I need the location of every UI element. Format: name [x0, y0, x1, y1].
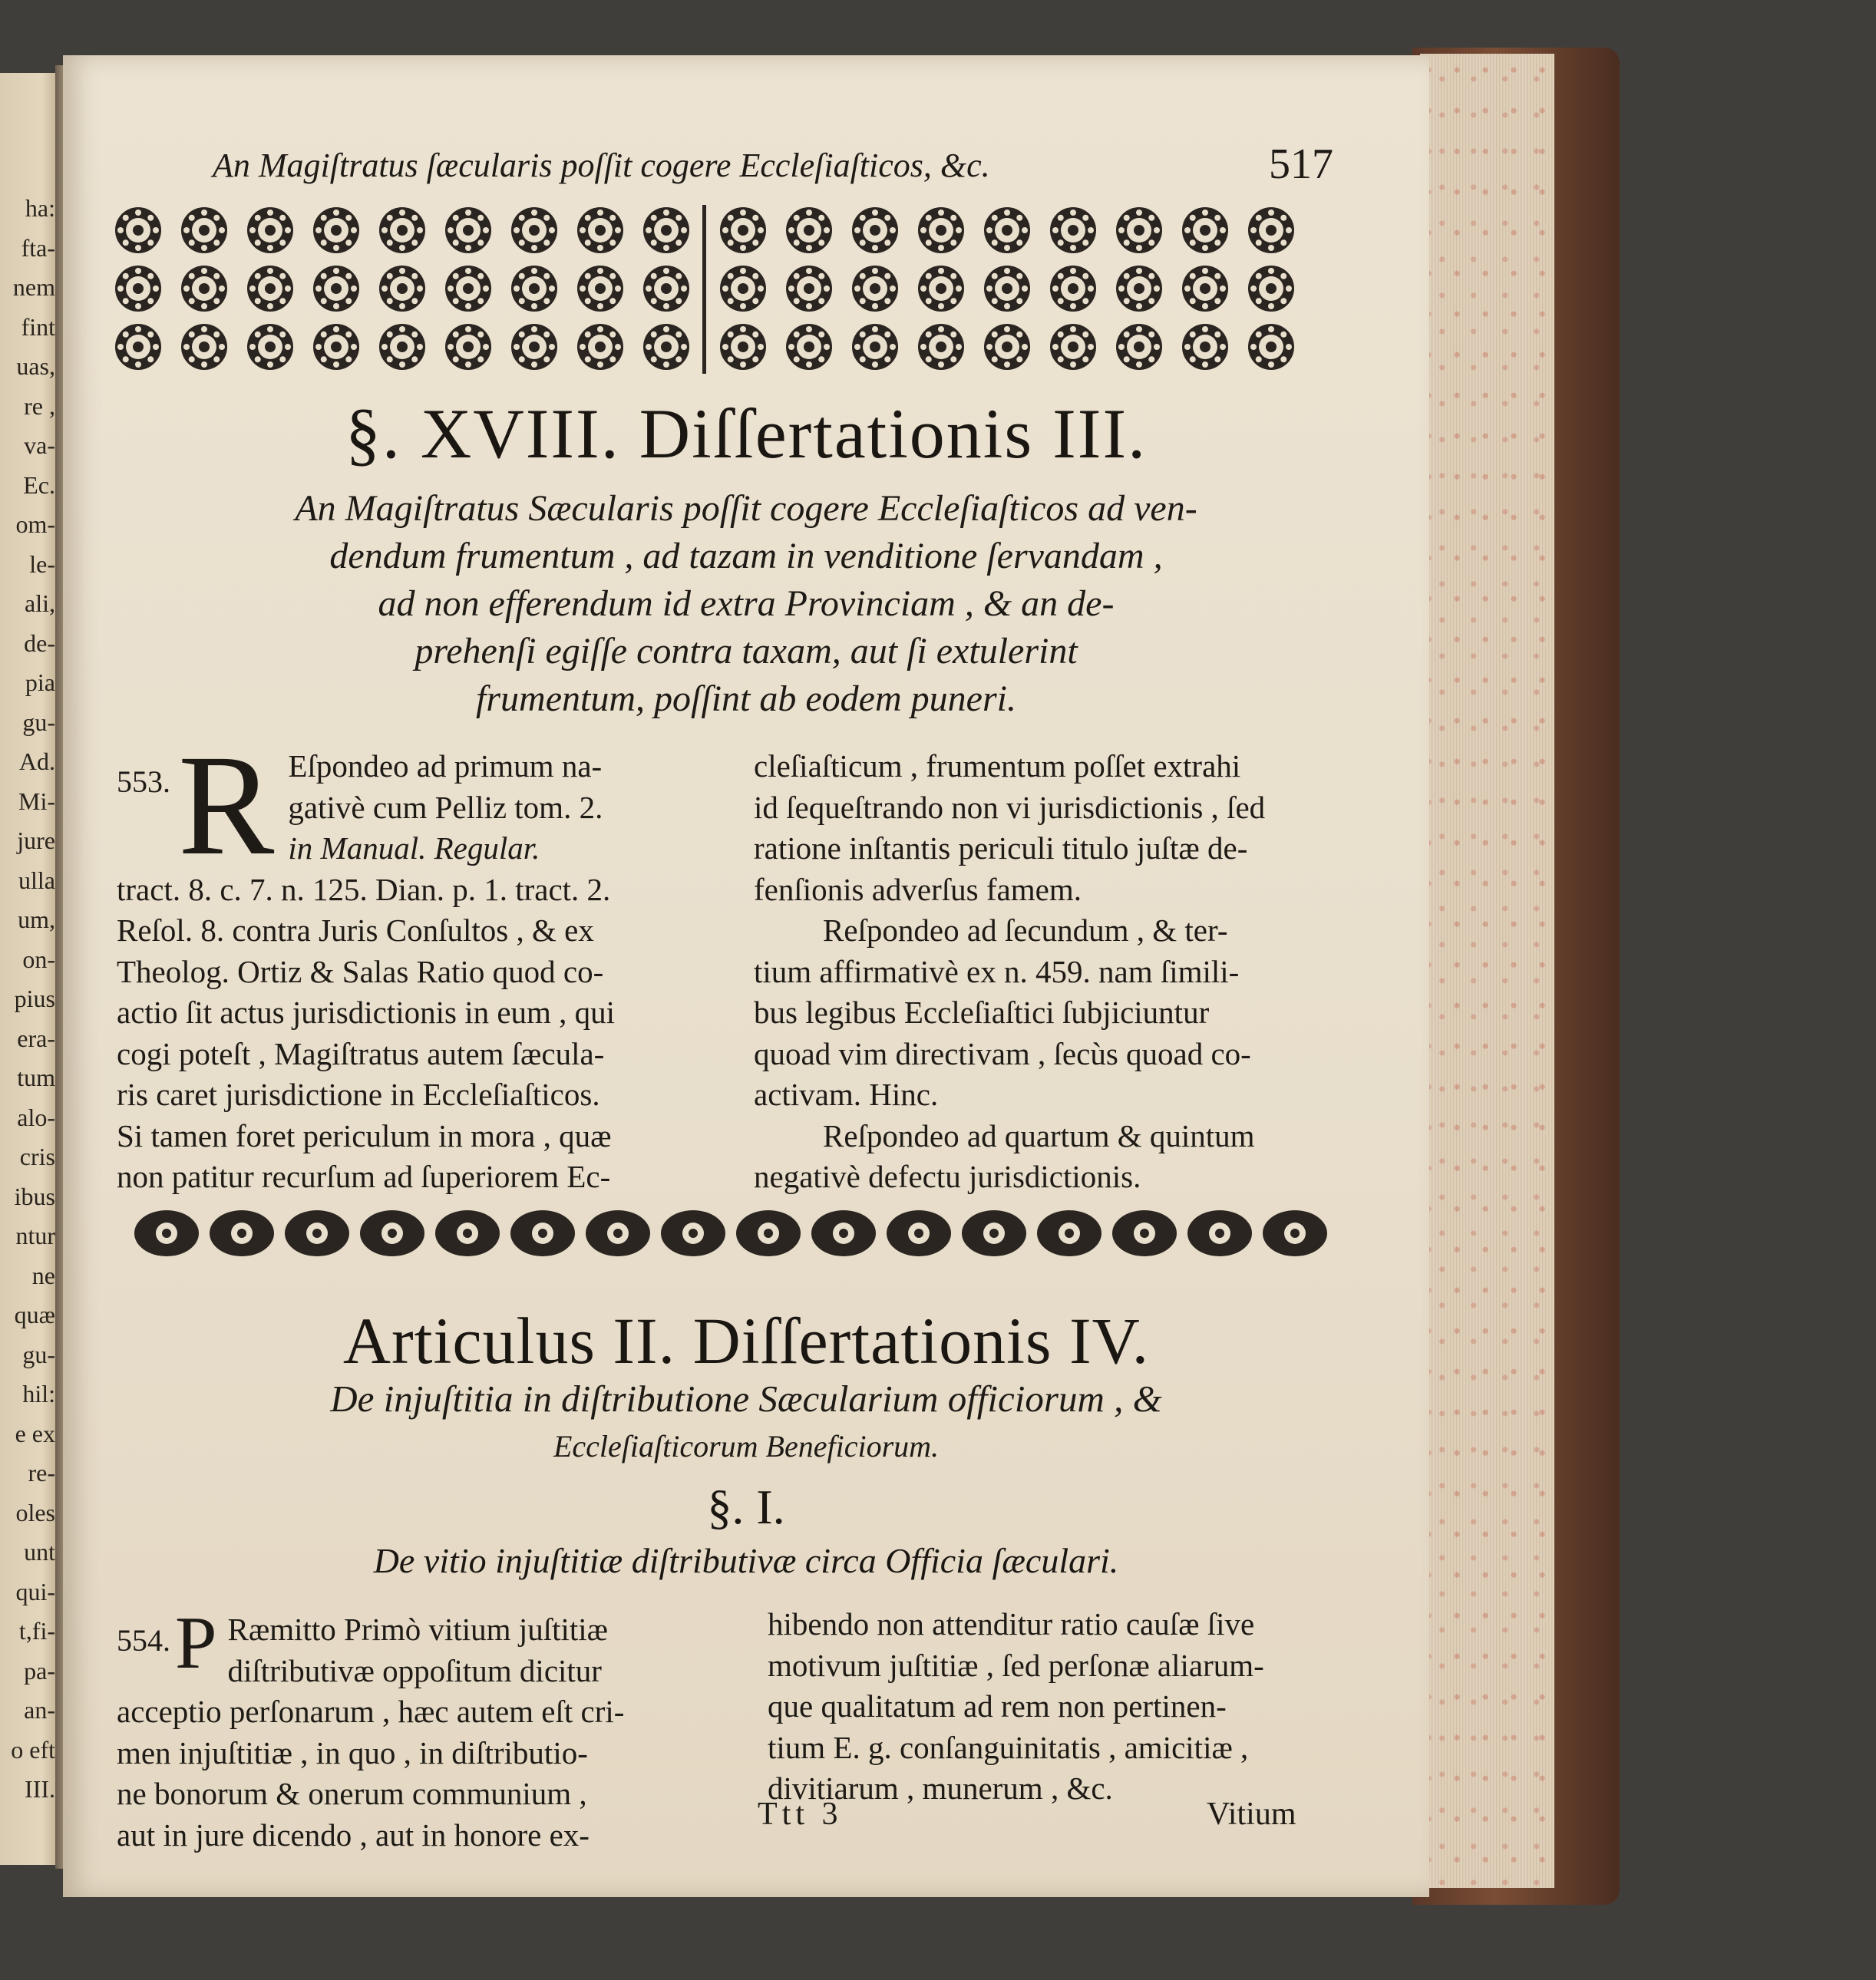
subtitle-line: De injuſtitia in diſtributione Sæcularium officiorum , & [330, 1378, 1162, 1420]
rosette-motif [720, 324, 766, 370]
left-margin-fragment: ibus [14, 1182, 55, 1210]
left-margin-fragment: gu- [22, 708, 55, 736]
subtitle-line: Eccleſiaſticorum Beneficiorum. [553, 1429, 940, 1464]
rosette-motif [115, 266, 161, 312]
section-heading: §. XVIII. Diſſertationis III. [345, 394, 1148, 473]
paragraph-number: 553. [117, 764, 170, 799]
right-page [63, 55, 1429, 1897]
rosette-motif [511, 324, 557, 370]
text-line: motivum juſtitiæ , ſed perſonæ aliarum- [768, 1647, 1264, 1683]
rosette-motif [1182, 266, 1228, 312]
left-margin-fragment: Mi- [18, 787, 55, 815]
ornament-divider [702, 205, 706, 374]
text-line: tium affirmativè ex n. 459. nam ſimili- [754, 953, 1240, 989]
rosette-motif [786, 266, 832, 312]
rosette-motif [181, 207, 227, 253]
left-margin-fragment: fint [21, 312, 55, 341]
scroll-motif [1187, 1210, 1252, 1256]
rosette-motif [577, 324, 623, 370]
text-column-right-2 [768, 1604, 1366, 1810]
rosette-motif [247, 324, 293, 370]
rosette-motif [247, 207, 293, 253]
rosette-motif [643, 266, 689, 312]
left-margin-fragment: oles [15, 1498, 55, 1526]
text-line: activam. Hinc. [754, 1077, 939, 1112]
rosette-motif [1116, 266, 1162, 312]
rosette-motif [918, 266, 964, 312]
left-margin-fragment: pa- [24, 1656, 55, 1685]
rosette-motif [115, 324, 161, 370]
article-subtitle [124, 1375, 1368, 1470]
rosette-motif [1050, 266, 1096, 312]
text-line: non patitur recurſum ad ſuperiorem Ec- [117, 1159, 611, 1194]
left-margin-fragment: pius [14, 985, 55, 1012]
subtitle-line: An Magiſtratus Sæcularis poſſit cogere Eccleſiaſticos ad ven- [295, 488, 1197, 529]
text-line: negativè defectu jurisdictionis. [754, 1159, 1141, 1194]
left-margin-fragment: va- [24, 431, 55, 459]
section-subtitle [124, 485, 1368, 723]
left-margin-fragment: III. [25, 1775, 55, 1803]
rosette-motif [313, 207, 359, 253]
rosette-motif [379, 207, 425, 253]
text-line: ris caret jurisdictione in Eccleſiaſticos. [117, 1077, 600, 1112]
rosette-motif [786, 324, 832, 370]
rosette-motif [181, 324, 227, 370]
scroll-motif [811, 1210, 876, 1256]
scroll-motif [510, 1210, 575, 1256]
left-margin-fragment: ne [31, 1261, 55, 1289]
rosette-motif [1248, 207, 1294, 253]
rosette-motif [852, 266, 898, 312]
page-number: 517 [1269, 140, 1333, 188]
text-line: in Manual. Regular. [288, 830, 540, 866]
scroll-motif [1112, 1210, 1177, 1256]
rosette-motif [379, 324, 425, 370]
text-line: Si tamen foret periculum in mora , quæ [117, 1117, 612, 1153]
text-line: bus legibus Eccleſiaſtici ſubjiciuntur [754, 995, 1210, 1030]
text-line: acceptio perſonarum , hæc autem eſt cri- [117, 1694, 625, 1729]
subtitle-line: ad non efferendum id extra Provinciam , & an de- [378, 583, 1115, 624]
scroll-motif [1263, 1210, 1327, 1256]
text-line: tium E. g. conſanguinitatis , amicitiæ , [768, 1729, 1249, 1765]
rosette-motif [1116, 324, 1162, 370]
left-margin-fragment: ha: [25, 194, 55, 222]
rosette-motif [313, 324, 359, 370]
paragraph-number: 554. [117, 1623, 170, 1658]
scroll-motif [736, 1210, 801, 1256]
left-margin-fragment: om- [15, 510, 55, 538]
text-line: ratione inſtantis periculi titulo juſtæ de- [754, 830, 1248, 866]
rosette-motif [1182, 207, 1228, 253]
drop-cap: P [175, 1602, 217, 1685]
left-margin-fragment: quæ [14, 1301, 55, 1328]
rosette-motif [1248, 266, 1294, 312]
text-line: gativè cum Pelliz tom. 2. [288, 789, 603, 825]
text-line: ne bonorum & onerum communium , [117, 1776, 587, 1811]
rosette-motif [379, 266, 425, 312]
rosette-motif [181, 266, 227, 312]
text-line: diſtributivæ oppoſitum dicitur [227, 1652, 602, 1688]
rosette-motif [445, 266, 491, 312]
rosette-motif [577, 207, 623, 253]
rosette-motif [115, 207, 161, 253]
scroll-motif [586, 1210, 650, 1256]
subsection-heading: §. I. [707, 1480, 785, 1534]
left-margin-fragment: le- [29, 549, 55, 578]
rosette-motif [852, 207, 898, 253]
left-margin-fragment: e ex [15, 1419, 55, 1447]
text-column-left [117, 724, 731, 1198]
subtitle-line: prehenſi egiſſe contra taxam, aut ſi extulerint [415, 631, 1078, 672]
rosette-motif [511, 266, 557, 312]
rosette-motif [918, 324, 964, 370]
left-margin-fragment: fta- [21, 233, 55, 262]
left-margin-fragment: on- [22, 945, 55, 973]
text-line: aut in jure dicendo , aut in honore ex- [117, 1817, 590, 1853]
rosette-motif [984, 266, 1030, 312]
left-margin-fragment: jure [17, 827, 55, 854]
subsection-subtitle: De vitio injuſtitiæ diſtributivæ circa Officia ſæculari. [373, 1541, 1119, 1580]
rosette-motif [1050, 207, 1096, 253]
scroll-motif [435, 1210, 500, 1256]
text-column-right [754, 746, 1353, 1198]
scroll-motif [887, 1210, 951, 1256]
text-line: hibendo non attenditur ratio cauſæ ſive [768, 1606, 1255, 1642]
rosette-motif [643, 207, 689, 253]
text-line: divitiarum , munerum , &c. [768, 1770, 1113, 1806]
text-line: Reſpondeo ad ſecundum , & ter- [823, 912, 1228, 948]
text-line: Ræmitto Primò vitium juſtitiæ [227, 1612, 609, 1647]
rosette-motif [1248, 324, 1294, 370]
running-head [213, 140, 1333, 193]
left-margin-fragment: unt [24, 1538, 55, 1566]
text-column-left-2 [117, 1602, 746, 1856]
rosette-motif [918, 207, 964, 253]
text-line: Theolog. Ortiz & Salas Ratio quod co- [117, 953, 604, 989]
left-margin-fragment: Ec. [23, 470, 55, 499]
left-margin-fragment: ulla [18, 866, 55, 894]
text-line: que qualitatum ad rem non pertinen- [768, 1688, 1227, 1724]
left-margin-fragment: t,fi- [18, 1617, 55, 1645]
rosette-motif [984, 207, 1030, 253]
left-margin-fragment: Ad. [18, 747, 55, 775]
text-line: quoad vim directivam , ſecùs quoad co- [754, 1035, 1251, 1071]
subtitle-line: dendum frumentum , ad tazam in venditione ſervandam , [329, 536, 1163, 576]
rosette-motif [1182, 324, 1228, 370]
text-line: Reſpondeo ad quartum & quintum [823, 1117, 1255, 1153]
rosette-motif [984, 324, 1030, 370]
left-margin-fragment: re- [28, 1459, 55, 1487]
rosette-motif [577, 266, 623, 312]
scroll-motif [134, 1210, 199, 1256]
drop-cap: R [178, 724, 275, 885]
rosette-motif [511, 207, 557, 253]
left-margin-fragment: hil: [22, 1380, 55, 1407]
signature-mark: Ttt 3 [758, 1797, 843, 1832]
left-margin-fragment: re , [24, 391, 55, 420]
text-line: Reſol. 8. contra Juris Conſultos , & ex [117, 912, 594, 948]
left-margin-fragment: era- [17, 1024, 55, 1052]
text-line: fenſionis adverſus famem. [754, 871, 1082, 907]
text-line: actio ſit actus jurisdictionis in eum , qui [117, 995, 616, 1030]
subtitle-line: frumentum, poſſint ab eodem puneri. [476, 678, 1016, 719]
text-line: cleſiaſticum , frumentum poſſet extrahi [754, 748, 1241, 784]
article-heading: Articulus II. Diſſertationis IV. [342, 1304, 1150, 1378]
left-margin-fragment: um, [18, 906, 55, 933]
text-line: men injuſtitiæ , in quo , in diſtributio- [117, 1734, 588, 1770]
rosette-motif [852, 324, 898, 370]
left-margin-fragment: gu- [22, 1340, 55, 1368]
scroll-motif [962, 1210, 1026, 1256]
text-line: id ſequeſtrando non vi jurisdictionis , ſed [754, 789, 1266, 825]
left-margin-fragment: de- [24, 629, 55, 657]
rosette-motif [720, 207, 766, 253]
catchword: Vitium [1207, 1797, 1296, 1832]
left-margin-fragment: ali, [25, 589, 55, 617]
rosette-motif [247, 266, 293, 312]
left-margin-fragment: cris [19, 1143, 55, 1170]
left-margin-fragment: uas, [16, 352, 55, 380]
scroll-motif [360, 1210, 424, 1256]
left-margin-fragment: qui- [15, 1577, 55, 1605]
rosette-motif [1050, 324, 1096, 370]
rosette-motif [643, 324, 689, 370]
floral-headpiece-ornament [101, 201, 1306, 378]
rosette-motif [445, 324, 491, 370]
rosette-motif [786, 207, 832, 253]
left-margin-fragment: alo- [17, 1103, 55, 1131]
rosette-motif [720, 266, 766, 312]
text-line: tract. 8. c. 7. n. 125. Dian. p. 1. tract. 2. [117, 871, 611, 907]
left-margin-fragment: tum [17, 1064, 55, 1091]
left-margin-fragment: nem [12, 273, 55, 301]
left-margin-fragment: an- [24, 1696, 55, 1724]
text-line: cogi poteſt , Magiſtratus autem ſæcula- [117, 1035, 605, 1071]
scroll-motif [1037, 1210, 1101, 1256]
left-margin-fragment: pia [25, 668, 55, 696]
left-page-fragment [0, 73, 60, 1865]
scroll-motif [210, 1210, 274, 1256]
page-edges [1420, 54, 1554, 1888]
left-margin-fragment: ntur [15, 1222, 55, 1249]
rosette-motif [313, 266, 359, 312]
scroll-motif [285, 1210, 349, 1256]
scroll-border-ornament [117, 1191, 1345, 1275]
text-line: Eſpondeo ad primum na- [288, 748, 603, 784]
left-margin-fragment: o eft [11, 1735, 55, 1764]
scroll-motif [661, 1210, 725, 1256]
rosette-motif [445, 207, 491, 253]
running-head-title: An Magiſtratus ſæcularis poſſit cogere Eccleſiaſticos, &c. [213, 147, 990, 184]
rosette-motif [1116, 207, 1162, 253]
